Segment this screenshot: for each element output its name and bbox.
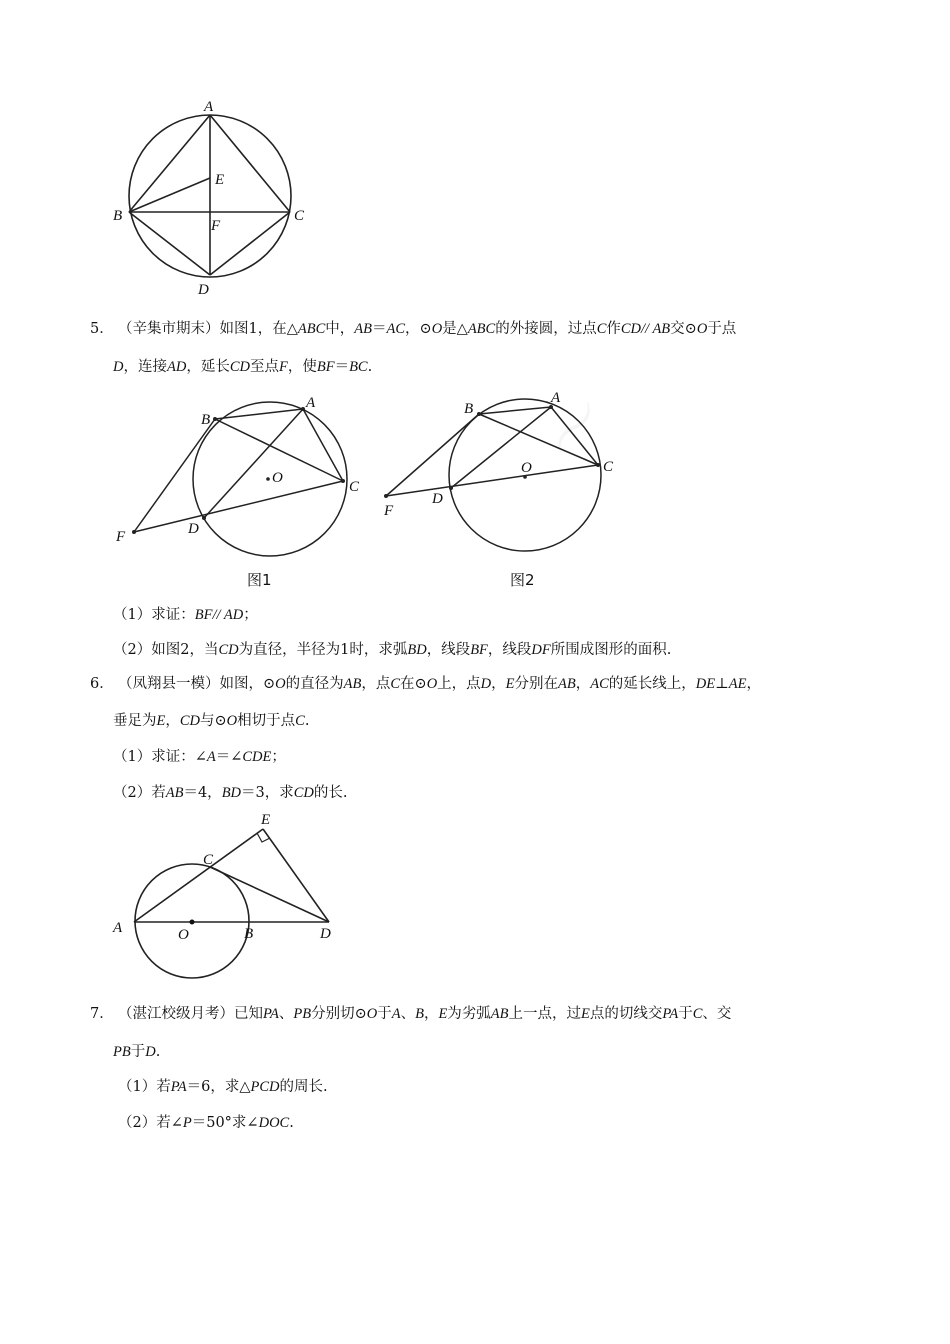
problem5-text2: D，连接AD，延长CD至点F，使BF＝BC. — [113, 359, 373, 375]
fig2-label-C: C — [603, 459, 614, 475]
fig6-label-D: D — [320, 926, 331, 942]
fig1-label-O: O — [272, 470, 283, 486]
fig6-label-O: O — [178, 927, 189, 943]
problem5-number: 5． — [90, 321, 114, 337]
figure2-caption: 图2 — [510, 571, 535, 589]
fig6-label-C: C — [203, 852, 214, 868]
label-A: A — [204, 99, 214, 115]
problem6-number: 6． — [90, 676, 114, 692]
fig6-label-E: E — [261, 812, 271, 828]
fig6-label-B: B — [244, 926, 254, 942]
label-D: D — [198, 282, 209, 298]
fig1-label-B: B — [201, 412, 211, 428]
fig1-label-F: F — [116, 529, 126, 545]
fig6-label-A: A — [113, 920, 123, 936]
fig2-label-B: B — [464, 401, 474, 417]
fig2-label-D: D — [432, 491, 443, 507]
label-F: F — [211, 218, 221, 234]
label-C: C — [294, 208, 305, 224]
fig2-label-F: F — [384, 503, 394, 519]
fig2-label-A: A — [551, 390, 561, 406]
fig2-label-O: O — [521, 460, 532, 476]
fig1-label-C: C — [349, 479, 360, 495]
problem5-figure2 — [380, 385, 620, 560]
fig1-label-D: D — [188, 521, 199, 537]
figure-top — [100, 90, 330, 305]
figure1-caption: 图1 — [247, 571, 272, 589]
problem5-text1: （辛集市期末）如图1，在△ABC中，AB＝AC，⊙O是△ABC的外接圆，过点C作CD// AB交⊙O于点 — [118, 321, 737, 337]
label-E: E — [215, 172, 225, 188]
fig1-label-A: A — [306, 395, 316, 411]
label-B: B — [113, 208, 123, 224]
problem5-figure1 — [110, 390, 370, 560]
problem7-number: 7． — [90, 1006, 114, 1022]
problem6-figure — [105, 805, 350, 980]
